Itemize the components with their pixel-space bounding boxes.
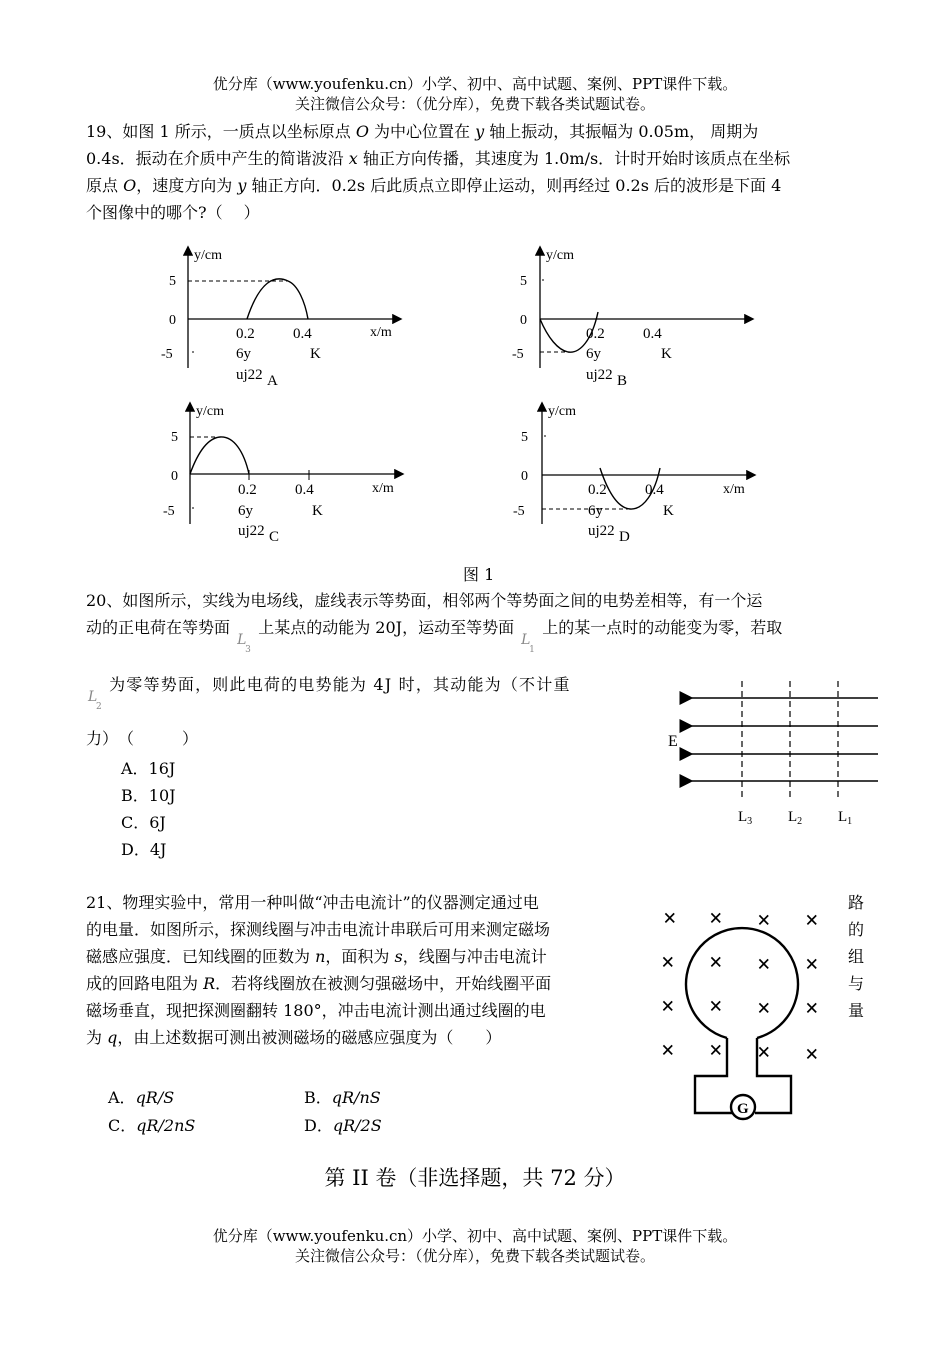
graph-a-curve [247,279,308,319]
svg-text:0: 0 [520,313,527,328]
q20-line-2: 动的正电荷在等势面 L 3 上某点的动能为 20J，运动至等势面 L 1 上的某一点时的动能变为零，若取 [86,618,783,655]
svg-text:×: × [805,908,819,934]
svg-text:×: × [663,906,677,932]
label-l2: $L_2$ [788,809,803,827]
svg-text:-5: -5 [512,347,524,362]
figure-1-caption: 图 1 [463,565,495,584]
svg-text:5: 5 [171,430,178,445]
footer-line-1: 优分库（www.youfenku.cn）小学、初中、高中试题、案例、PPT课件下载。 [212,1227,738,1245]
svg-text:5: 5 [520,274,527,289]
svg-text:K: K [661,346,672,362]
svg-text:6y: 6y [236,346,251,362]
svg-text:×: × [661,950,675,976]
electric-field-figure [660,675,890,835]
q20-option-d: D．4J [121,840,167,859]
q21-right-3: 组 [848,947,865,966]
graph-b [512,248,752,389]
svg-text:uj22: uj22 [586,367,613,383]
graph-d-y-label: y/cm [548,404,576,419]
svg-text:×: × [709,994,723,1020]
header-line-2: 关注微信公众号：（优分库），免费下载各类试题试卷。 [294,95,655,113]
magnetic-field-crosses [661,906,819,1068]
q20-line-4: 力） （ ） [86,729,199,748]
svg-text:uj22: uj22 [236,367,263,383]
svg-text:×: × [709,950,723,976]
svg-text:uj22: uj22 [238,523,265,539]
svg-text:-5: -5 [161,347,173,362]
q19-line-3: 原点 O，速度方向为 y 轴正方向．0.2s 后此质点立即停止运动，则再经过 0.2s 后的波形是下面 4 [86,176,782,195]
svg-text:×: × [661,994,675,1020]
q19-line-2: 0.4s．振动在介质中产生的简谐波沿 x 轴正方向传播，其速度为 1.0m/s．计时开始时该质点在坐标 [86,149,791,168]
q21-line-4: 成的回路电阻为 R．若将线圈放在被测匀强磁场中，开始线圈平面 [86,974,552,993]
q21-right-2: 的 [848,920,865,939]
svg-text:0.2: 0.2 [586,326,605,342]
section-2-title: 第 II 卷（非选择题，共 72 分） [324,1166,626,1190]
svg-text:6y: 6y [588,503,603,519]
symbol-L3: L 3 [237,631,251,655]
figure-1-wave-graphs [150,240,770,550]
graph-c [163,404,402,545]
svg-text:×: × [805,996,819,1022]
svg-text:×: × [709,1038,723,1064]
q20-option-a: A．16J [121,759,176,778]
q21-option-b: B．qR/nS [304,1088,381,1107]
q21-right-4: 与 [848,974,865,993]
svg-text:0.4: 0.4 [293,326,312,342]
label-l1: $L_1$ [838,809,853,827]
svg-text:×: × [757,952,771,978]
svg-text:0.2: 0.2 [238,482,257,498]
q21-line-5: 磁场垂直，现把探测圈翻转 180°，冲击电流计测出通过线圈的电 [86,1001,546,1020]
q21-line-1: 21、物理实验中，常用一种叫做“冲击电流计”的仪器测定通过电 [86,893,539,912]
graph-a [161,248,400,389]
q20-line-1: 20、如图所示，实线为电场线，虚线表示等势面，相邻两个等势面之间的电势差相等，有一个运 [86,591,763,610]
svg-text:0.2: 0.2 [588,482,607,498]
graph-c-x-label: x/m [372,481,394,496]
svg-text:0: 0 [169,313,176,328]
q21-line-2: 的电量．如图所示，探测线圈与冲击电流计串联后可用来测定磁场 [86,920,551,939]
graph-c-curve [190,437,249,474]
svg-text:6y: 6y [238,503,253,519]
graph-d [513,404,754,545]
graph-a-x-label: x/m [370,325,392,340]
q21-right-5: 量 [848,1001,865,1020]
field-lines [692,698,878,781]
svg-text:K: K [312,503,323,519]
q21-option-c: C．qR/2nS [108,1116,196,1135]
q20-option-c: C．6J [121,813,166,832]
svg-text:K: K [310,346,321,362]
q19-line-1: 19、如图 1 所示，一质点以坐标原点 O 为中心位置在 y 轴上振动，其振幅为 0.05m， 周期为 [86,122,759,141]
svg-text:-5: -5 [513,504,525,519]
graph-b-y-label: y/cm [546,248,574,263]
svg-text:×: × [805,1042,819,1068]
svg-text:×: × [757,996,771,1022]
q21-line-6: 为 q，由上述数据可测出被测磁场的磁感应强度为（ ） [86,1028,502,1047]
q21-line-3: 磁感应强度．已知线圈的匝数为 n，面积为 s，线圈与冲击电流计 [86,947,547,966]
svg-text:0.2: 0.2 [236,326,255,342]
graph-a-label: A [267,373,278,389]
graph-c-label: C [269,529,280,545]
svg-text:K: K [663,503,674,519]
q20-option-b: B．10J [121,786,176,805]
svg-text:-5: -5 [163,504,175,519]
q20-line-3: L 2 为零等势面，则此电荷的电势能为 4J 时，其动能为（不计重 [88,675,571,712]
svg-text:×: × [661,1038,675,1064]
graph-a-y-label: y/cm [194,248,222,263]
header-line-1: 优分库（www.youfenku.cn）小学、初中、高中试题、案例、PPT课件下载。 [212,75,738,93]
q21-option-d: D．qR/2S [304,1116,382,1135]
svg-text:0.4: 0.4 [295,482,314,498]
graph-b-label: B [617,373,628,389]
coil-galvanometer-figure [655,900,840,1125]
svg-text:5: 5 [521,430,528,445]
galvanometer-label: G [737,1101,749,1117]
svg-text:×: × [805,952,819,978]
svg-text:0: 0 [521,469,528,484]
graph-d-label: D [619,529,630,545]
q19-line-4: 个图像中的哪个?（ ） [86,203,260,222]
footer-line-2: 关注微信公众号：（优分库），免费下载各类试题试卷。 [294,1247,655,1265]
svg-text:uj22: uj22 [588,523,615,539]
svg-text:×: × [757,1040,771,1066]
label-l3: $L_3$ [738,809,753,827]
graph-d-x-label: x/m [723,482,745,497]
svg-text:0.4: 0.4 [643,326,662,342]
svg-text:0: 0 [171,469,178,484]
symbol-L1: L 1 [521,631,535,655]
q21-option-a: A．qR/S [108,1088,175,1107]
coil-circuit [686,928,798,1119]
svg-text:6y: 6y [586,346,601,362]
field-label-e: E [668,733,678,750]
graph-c-y-label: y/cm [196,404,224,419]
q21-right-1: 路 [848,893,865,912]
symbol-L2: L 2 [88,688,102,712]
equipotential-lines [742,681,838,801]
svg-text:×: × [709,906,723,932]
svg-text:×: × [757,908,771,934]
svg-text:0.4: 0.4 [645,482,664,498]
svg-text:5: 5 [169,274,176,289]
